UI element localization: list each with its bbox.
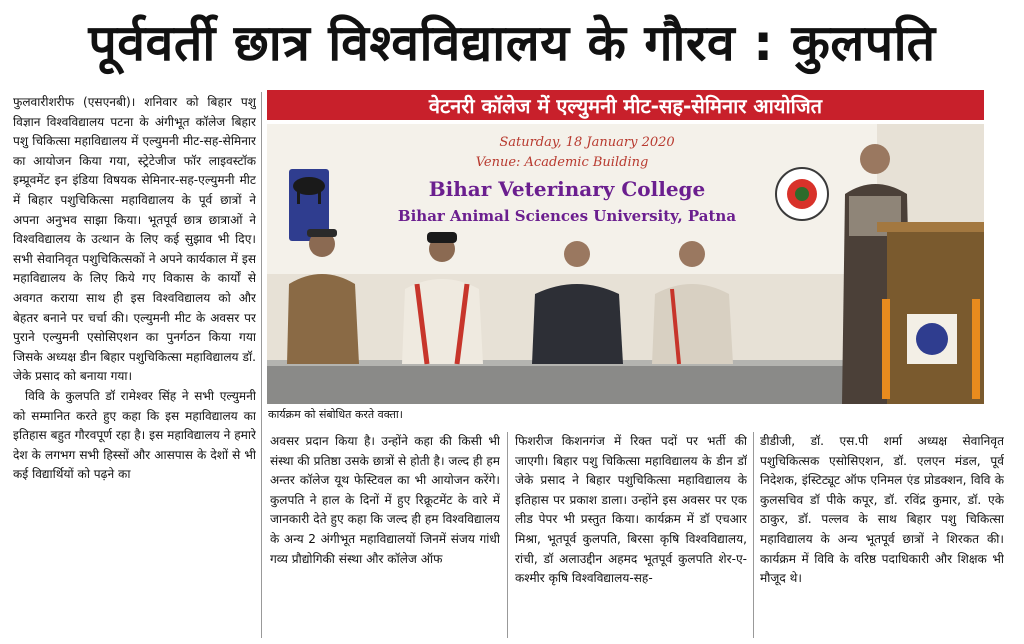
article-paragraph: विवि के कुलपति डॉ रामेश्वर सिंह ने सभी एल्युमनी को सम्मानित करते हुए कहा कि इस महाविद्यालय का इतिहास बहुत गौरवपूर्ण रहा है। इस महाविद्यालय ने हमारे देश के लगभग सभी हिस्सों और आसपास के देशों से भी कई विद्यार्थियों को पढ़ने का <box>13 388 256 482</box>
article-column-1 <box>13 93 256 639</box>
banner-university: Bihar Animal Sciences University, Patna <box>397 207 737 225</box>
column-divider <box>507 432 508 638</box>
photo-caption: कार्यक्रम को संबोधित करते वक्ता। <box>268 408 403 421</box>
podium <box>877 222 984 404</box>
article-column-3 <box>515 432 747 639</box>
event-photo-illustration <box>267 124 984 404</box>
banner-date: Saturday, 18 January 2020 <box>499 135 675 150</box>
headline: पूर्ववर्ती छात्र विश्वविद्यालय के गौरव : कुलपति <box>88 14 936 72</box>
subheadline-banner: वेटनरी कॉलेज में एल्युमनी मीट-सह-सेमिनार आयोजित <box>267 90 984 120</box>
article-paragraph: डीडीजी, डॉ. एस.पी शर्मा अध्यक्ष सेवानिवृत पशुचिकित्सक एसोसिएशन, डॉ. एलएन मंडल, पूर्व निदेशक, इंस्टिट्यूट ऑफ एनिमल एंड प्रोडक्शन, विवि के कुलसचिव डॉ पीके कपूर, डॉ. रविंद्र कुमार, डॉ. एके ठाकुर, डॉ. पल्लव के साथ बिहार पशु चिकित्सा महाविद्यालय के अन्य भूतपूर्व छात्रों ने शिरकत की। कार्यक्रम में विवि के वरिष्ठ पदाधिकारी और शिक्षक भी मौजूद थे। <box>760 434 1004 586</box>
article-column-4 <box>760 432 1004 639</box>
university-seal-icon <box>776 168 828 220</box>
banner-venue: Venue: Academic Building <box>475 155 649 170</box>
article-paragraph: फुलवारीशरीफ (एसएनबी)। शनिवार को बिहार पशु विज्ञान विश्वविद्यालय पटना के अंगीभूत कॉलेज बिहार पशु चिकित्सा महाविद्यालय में एल्युमनी मीट-सह-सेमिनार का आयोजन किया गया, स्ट्रेटेजीज फॉर लाइवस्टॉक इम्प्रूवमेंट इन इंडिया विषयक सेमिनार-सह-एल्युमनी मीट में बिहार पशुचिकित्सा महाविद्यालय के पूर्व छात्रों ने अपना अनुभव साझा किया। भूतपूर्व छात्र छात्राओं ने विश्वविद्यालय के उत्थान के लिए कई सुझाव भी दिए। सभी सेवानिवृत पशुचिकित्सकों ने अपने कार्यकाल में इस महाविद्यालय के लिए किये गए विकास के कार्यों से अवगत कराया साथ ही इस विश्वविद्यालय को और बेहतर बनाने पर चर्चा की। एल्युमनी मीट के अवसर पर पुराने एल्युमनी एसोसिएशन का पुनर्गठन किया गया जिसके अध्यक्ष डीन बिहार पशुचिकित्सा महाविद्यालय डॉ. जेके प्रसाद को बनाया गया। <box>13 95 256 384</box>
banner-college: Bihar Veterinary College <box>428 177 706 201</box>
column-divider <box>753 432 754 638</box>
article-paragraph: अवसर प्रदान किया है। उन्होंने कहा की किसी भी संस्था की प्रतिष्ठा उसके छात्रों से होती है। जल्द ही हम अन्तर कॉलेज यूथ फेस्टिवल का भी आयोजन करेंगे। कुलपति ने हाल के दिनों में हुए रिक्रूटमेंट के वारे में जानकारी देते हुए कहा कि जल्द ही हम विश्वविद्यालय के अन्य 2 अंगीभूत महाविद्यालयों जिनमें संजय गांधी गव्य प्रौद्योगिकी संस्था और कॉलेज ऑफ <box>270 434 500 566</box>
article-column-2 <box>270 432 500 639</box>
article-paragraph: फिशरीज किशनगंज में रिक्त पदों पर भर्ती की जाएगी। बिहार पशु चिकित्सा महाविद्यालय के डीन डॉ जेके प्रसाद ने बिहार पशुचिकित्सा महाविद्यालय के इतिहास पर प्रकाश डाला। उन्होंने इस अवसर पर एक लीड पेपर भी प्रस्तुत किया। कार्यक्रम में डॉ एचआर मिश्रा, भूतपूर्व कुलपति, बिरसा कृषि विश्वविद्यालय, रांची, डॉ अलाउद्दीन अहमद भूतपूर्व कुलपति शेर-ए-कश्मीर कृषि विश्वविद्यालय-सह- <box>515 434 747 586</box>
column-divider <box>261 92 262 638</box>
event-photo <box>267 124 984 404</box>
